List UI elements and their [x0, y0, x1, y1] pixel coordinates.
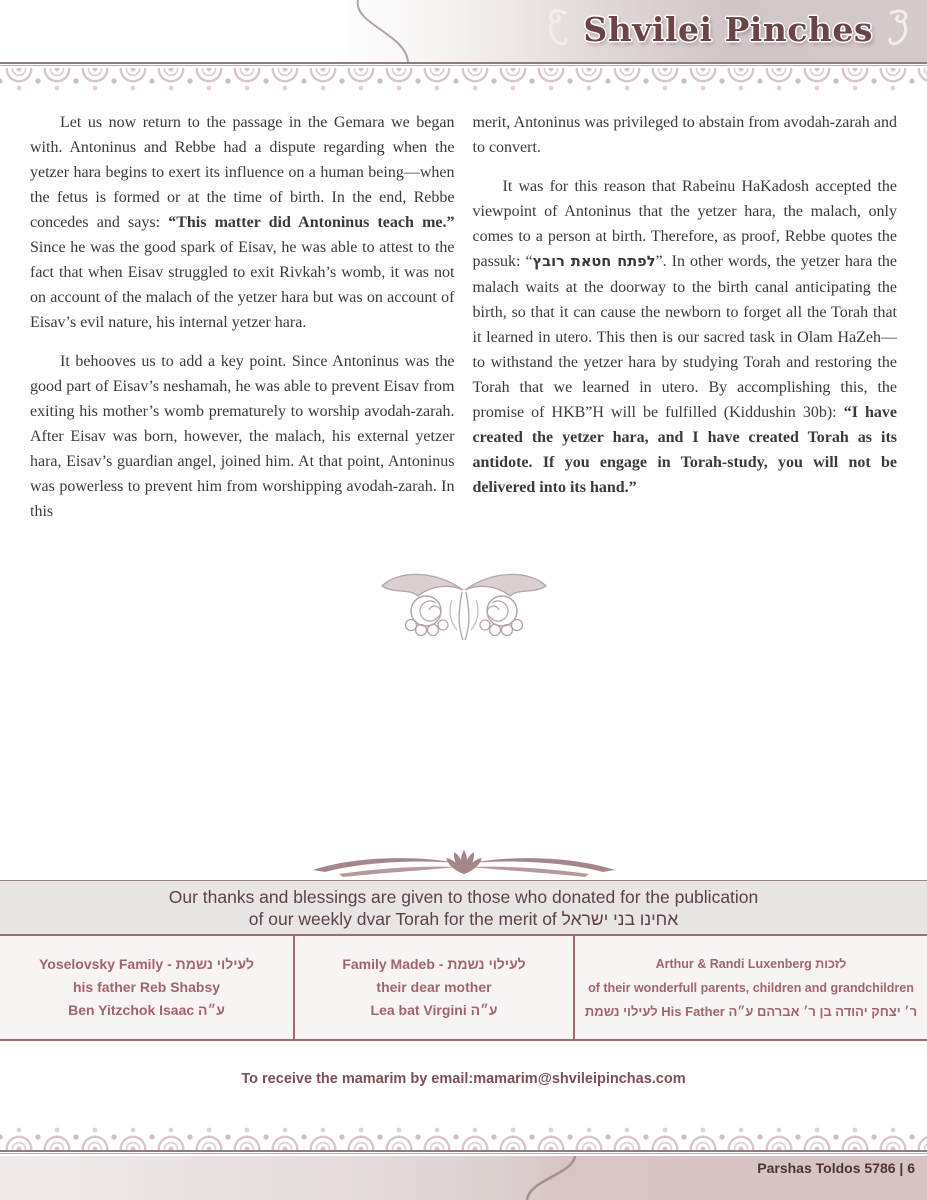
- s-curve-icon: [348, 0, 418, 67]
- dedication-line: Lea bat Virgini ע״ה: [370, 1002, 498, 1018]
- thanks-line-1: Our thanks and blessings are given to those who donated for the publication: [168, 887, 759, 907]
- hebrew-passuk: לפתח חטאת רובץ: [532, 254, 656, 270]
- paragraph: [473, 174, 898, 500]
- fan-divider-icon: [0, 846, 927, 880]
- swirl-left-icon: [545, 7, 571, 52]
- text-run: ”. In other words, the yetzer hara the malach waits at the doorway to the birth canal anticipating the birth, so that it can cause the newborn to forget all the Torah that it learned in utero. This then is our sacred task in Olam HaZeh—to withstand the yetzer hara by studying Torah and restoring the Torah that we learned in utero. By accomplishing this, the promise of HKB”H will be fulfilled (Kiddushin 30b):: [472, 253, 897, 421]
- page-header: [0, 0, 927, 62]
- page-footer-label: Parshas Toldos 5786 | 6: [757, 1160, 915, 1176]
- thanks-banner: [0, 880, 927, 934]
- dedication-line: Arthur & Randi Luxenberg לזכות: [655, 956, 847, 971]
- column-left: [30, 110, 455, 568]
- thanks-line-2: of our weekly dvar Torah for the merit of אחינו בני ישראל: [248, 909, 679, 929]
- text-run: merit, Antoninus was privileged to abstain from avodah-zarah and to convert.: [472, 114, 897, 156]
- dedication-line: Ben Yitzchok Isaac ע״ה: [68, 1002, 225, 1018]
- email-label: To receive the mamarim by email:: [241, 1071, 474, 1087]
- dedication-line: his father Reb Shabsy: [72, 979, 221, 995]
- dedication-line: לעילוי נשמת His Father ר׳ יצחק יהודה בן ר׳ אברהם ע״ה: [584, 1003, 918, 1019]
- text-run: It behooves us to add a key point. Since Antoninus was the good part of Eisav’s neshamah, he was able to prevent Eisav from exiting his mother’s womb prematurely to worship avodah-zarah. After Eisav was born, however, the malach, his external yetzer hara, Eisav’s guardian angel, joined him. At that point, Antoninus was powerless to prevent him from worshipping avodah-zarah. In this: [30, 353, 455, 520]
- dedication-line: Yoselovsky Family - לעילוי נשמת: [38, 956, 255, 972]
- winged-flourish-icon: [0, 568, 927, 646]
- text-run: It was for this reason that Rabeinu HaKadosh accepted the viewpoint of Antoninus that the yetzer hara, the malach, only comes to a person at birth. Therefore, as proof, Rebbe quotes the passuk: “: [472, 178, 897, 270]
- donation-dedication: [575, 936, 927, 1039]
- publication-title: Shvilei Pinches: [583, 10, 873, 49]
- masthead: [545, 7, 911, 52]
- text-run: Let us now return to the passage in the Gemara we began with. Antoninus and Rebbe had a dispute regarding when the yetzer hara begins to exert its influence on a human being—when the fetus is formed or at the time of birth. In the end, Rebbe concedes and says:: [30, 114, 455, 231]
- dedication-line: Family Madeb - לעילוי נשמת: [342, 956, 526, 972]
- text-run: Since he was the good spark of Eisav, he was able to attest to the fact that when Eisav struggled to exit Rivkah’s womb, it was not on account of the malach of the yetzer hara but was on account of Eisav’s evil nature, his internal yetzer hara.: [30, 239, 455, 331]
- dedications-row: [0, 934, 927, 1041]
- text-run-bold: “I have created the yetzer hara, and I have created Torah as its antidote. If you engage in Torah-study, you will not be delivered into its hand.”: [472, 404, 897, 496]
- column-right: [473, 110, 898, 568]
- article-body: [0, 101, 927, 568]
- paragraph: [30, 349, 455, 524]
- lace-border-bottom: [0, 1117, 927, 1150]
- footer-bar: [0, 1156, 927, 1200]
- email-address[interactable]: mamarim@shvileipinchas.com: [473, 1071, 686, 1087]
- paragraph: [473, 110, 898, 160]
- lace-border-top: [0, 68, 927, 101]
- donation-dedication: [0, 936, 293, 1039]
- dedication-line: their dear mother: [376, 979, 492, 995]
- paragraph: [30, 110, 455, 335]
- donation-dedication: [293, 936, 575, 1039]
- email-note: [0, 1041, 927, 1117]
- swirl-right-icon: [885, 7, 911, 52]
- dedication-line: of their wonderfull parents, children and grandchildren: [588, 980, 914, 995]
- s-curve-icon: [515, 1156, 585, 1200]
- text-run-bold: “This matter did Antoninus teach me.”: [168, 214, 455, 231]
